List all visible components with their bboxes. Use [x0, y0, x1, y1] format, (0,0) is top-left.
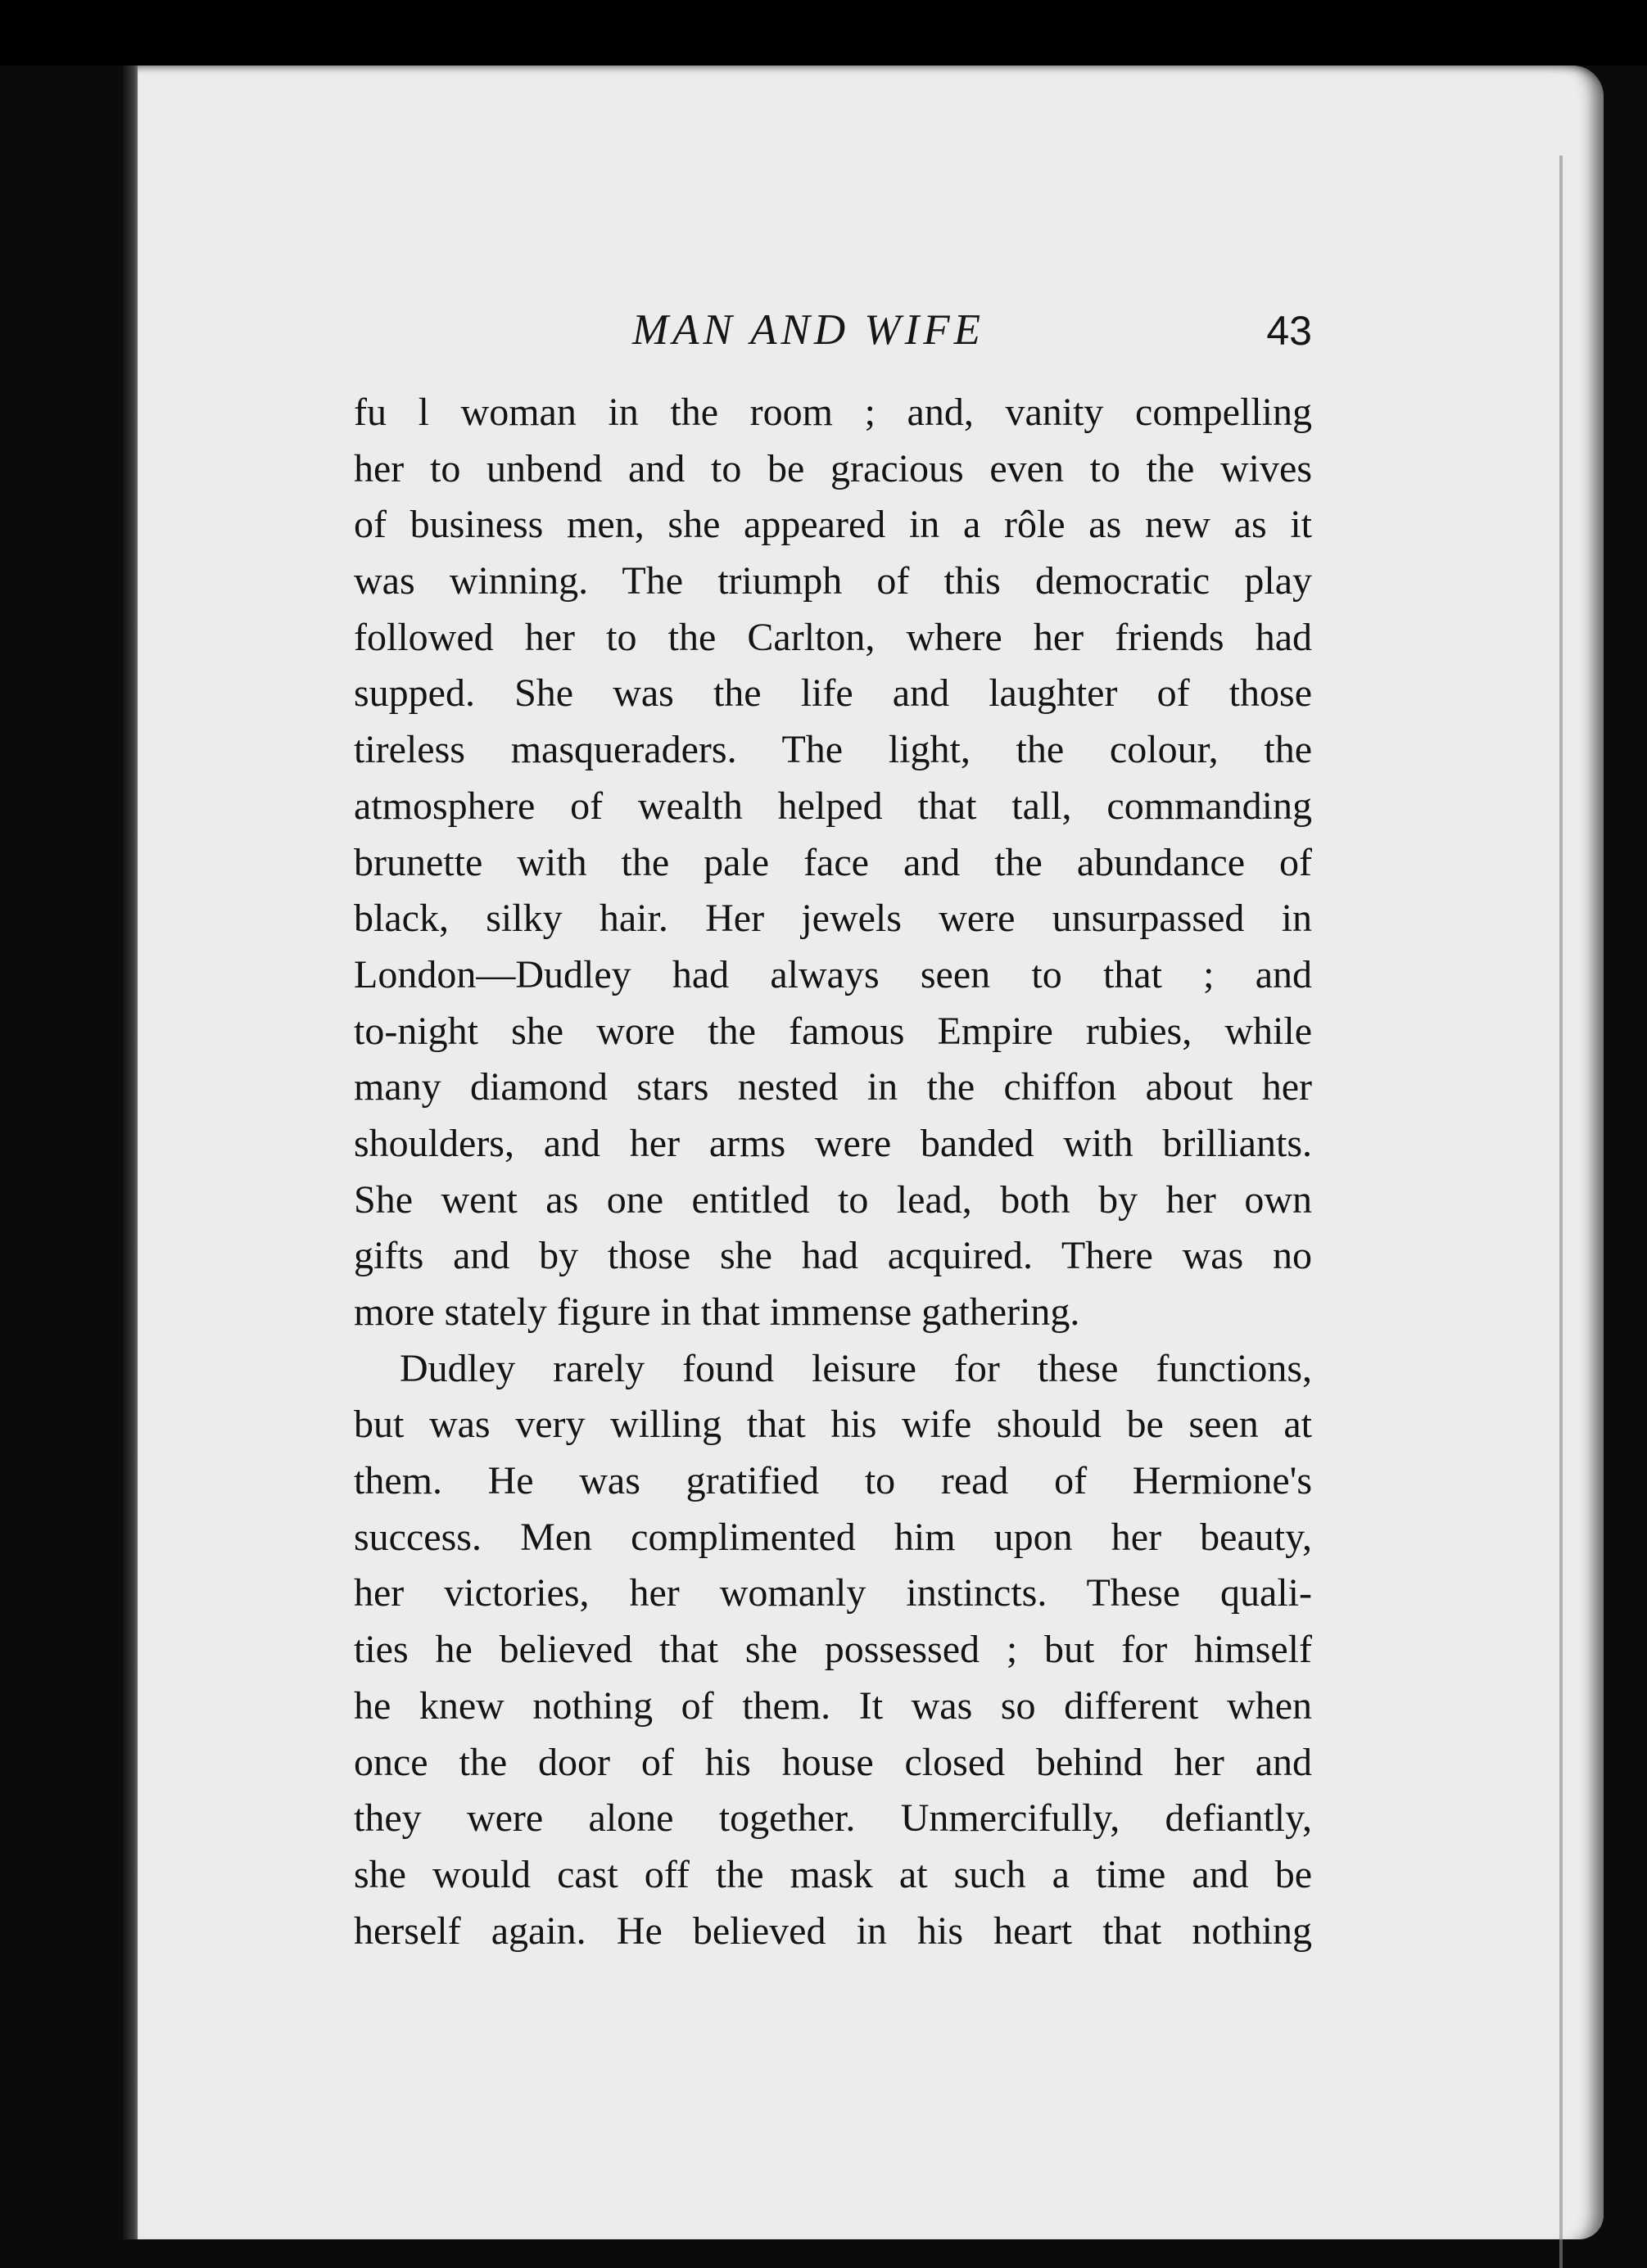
text-line: her to unbend and to be gracious even to the wives: [354, 446, 1312, 490]
text-line: he knew nothing of them. It was so different when: [354, 1683, 1312, 1728]
page-edge-shadow: [1559, 156, 1563, 2268]
text-line: more stately figure in that immense gathering.: [354, 1290, 1080, 1334]
text-line: brunette with the pale face and the abundance of: [354, 840, 1312, 884]
text-line: supped. She was the life and laughter of those: [354, 671, 1312, 716]
text-line: London—Dudley had always seen to that ; and: [354, 952, 1312, 996]
text-line: gifts and by those she had acquired. There was no: [354, 1234, 1312, 1278]
paragraph-1: [354, 385, 1312, 1341]
text-line: fu l woman in the room ; and, vanity compelling: [354, 391, 1312, 434]
text-line: black, silky hair. Her jewels were unsurpassed in: [354, 897, 1312, 941]
page-number: 43: [1266, 308, 1312, 354]
text-line: many diamond stars nested in the chiffon about her: [354, 1065, 1312, 1109]
paragraph-2: [354, 1341, 1312, 1960]
text-line: tireless masqueraders. The light, the colour, the: [354, 728, 1312, 772]
text-line: to-night she wore the famous Empire rubies, while: [354, 1009, 1312, 1053]
text-line: She went as one entitled to lead, both by her own: [354, 1177, 1312, 1222]
text-line: once the door of his house closed behind her and: [354, 1740, 1312, 1784]
text-line: herself again. He believed in his heart that nothing: [354, 1909, 1312, 1953]
text-line: shoulders, and her arms were banded with brilliants.: [354, 1121, 1312, 1165]
running-title: MAN AND WIFE: [632, 306, 984, 354]
text-line: success. Men complimented him upon her beauty,: [354, 1515, 1312, 1559]
text-line: ties he believed that she possessed ; but for himself: [354, 1628, 1312, 1672]
text-line: they were alone together. Unmercifully, defiantly,: [354, 1796, 1312, 1841]
text-line: Dudley rarely found leisure for these functions,: [400, 1346, 1312, 1390]
text-line: followed her to the Carlton, where her friends had: [354, 615, 1312, 659]
text-line: atmosphere of wealth helped that tall, commanding: [354, 784, 1312, 828]
running-header: [354, 305, 1312, 363]
text-line: her victories, her womanly instincts. These quali-: [354, 1571, 1312, 1615]
text-line: of business men, she appeared in a rôle as new as it: [354, 503, 1312, 547]
text-line: but was very willing that his wife should be seen at: [354, 1403, 1312, 1447]
text-line: was winning. The triumph of this democratic play: [354, 559, 1312, 603]
text-line: them. He was gratified to read of Hermione's: [354, 1459, 1312, 1503]
scan-border-top: [0, 0, 1647, 66]
body-text: [354, 385, 1312, 1959]
text-line: she would cast off the mask at such a time and be: [354, 1852, 1312, 1896]
